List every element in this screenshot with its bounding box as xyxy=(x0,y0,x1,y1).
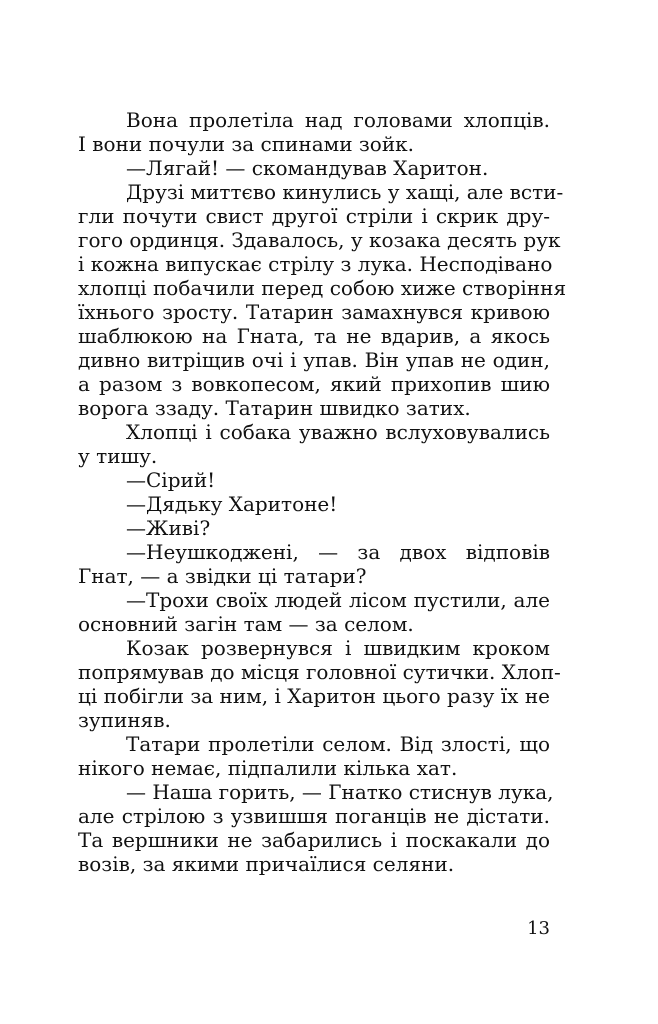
text-line: хлопці побачили перед собою хиже створіння xyxy=(78,276,567,300)
text-line: шаблюкою на Гната, та не вдарив, а якось xyxy=(78,324,550,348)
text-line: возів, за якими причаїлися селяни. xyxy=(78,852,455,876)
text-line: зупиняв. xyxy=(78,708,171,732)
text-line: у тишу. xyxy=(78,444,158,468)
text-line: Вона пролетіла над головами хлопців. xyxy=(126,108,550,132)
text-line: нікого немає, підпалили кілька хат. xyxy=(78,756,458,780)
text-line: Гнат, — а звідки ці татари? xyxy=(78,564,367,588)
text-line: їхнього зросту. Татарин замахнувся кривою xyxy=(78,300,550,324)
text-line: —Сірий! xyxy=(126,468,216,492)
text-line: Та вершники не забарились і поскакали до xyxy=(78,828,550,852)
text-line: ці побігли за ним, і Харитон цього разу їх не xyxy=(78,684,550,708)
text-line: —Неушкоджені, — за двох відповів xyxy=(126,540,550,564)
text-line: —Лягай! — скомандував Харитон. xyxy=(126,156,489,180)
text-line: Хлопці і собака уважно вслуховувались xyxy=(126,420,550,444)
page-number: 13 xyxy=(527,918,550,939)
text-line: і кожна випускає стрілу з лука. Несподівано xyxy=(78,252,553,276)
text-line: Друзі миттєво кинулись у хащі, але всти- xyxy=(126,180,564,204)
text-line: гли почути свист другої стріли і скрик дру- xyxy=(78,204,550,228)
text-line: дивно витріщив очі і упав. Він упав не один, xyxy=(78,348,550,372)
text-line: —Живі? xyxy=(126,516,211,540)
text-line: Козак розвернувся і швидким кроком xyxy=(126,636,550,660)
text-line: а разом з вовкопесом, який прихопив шию xyxy=(78,372,550,396)
text-line: основний загін там — за селом. xyxy=(78,612,414,636)
body-text xyxy=(78,108,567,876)
text-line: попрямував до місця головної сутички. Хлоп- xyxy=(78,660,561,684)
text-line: — Наша горить, — Гнатко стиснув лука, xyxy=(126,780,554,804)
text-line: гого ординця. Здавалось, у козака десять рук xyxy=(78,228,561,252)
text-line: ворога ззаду. Татарин швидко затих. xyxy=(78,396,471,420)
text-line: —Дядьку Харитоне! xyxy=(126,492,338,516)
text-line: І вони почули за спинами зойк. xyxy=(78,132,415,156)
text-line: але стрілою з узвишшя поганців не дістати. xyxy=(78,804,550,828)
text-line: —Трохи своїх людей лісом пустили, але xyxy=(126,588,550,612)
text-line: Татари пролетіли селом. Від злості, що xyxy=(126,732,550,756)
